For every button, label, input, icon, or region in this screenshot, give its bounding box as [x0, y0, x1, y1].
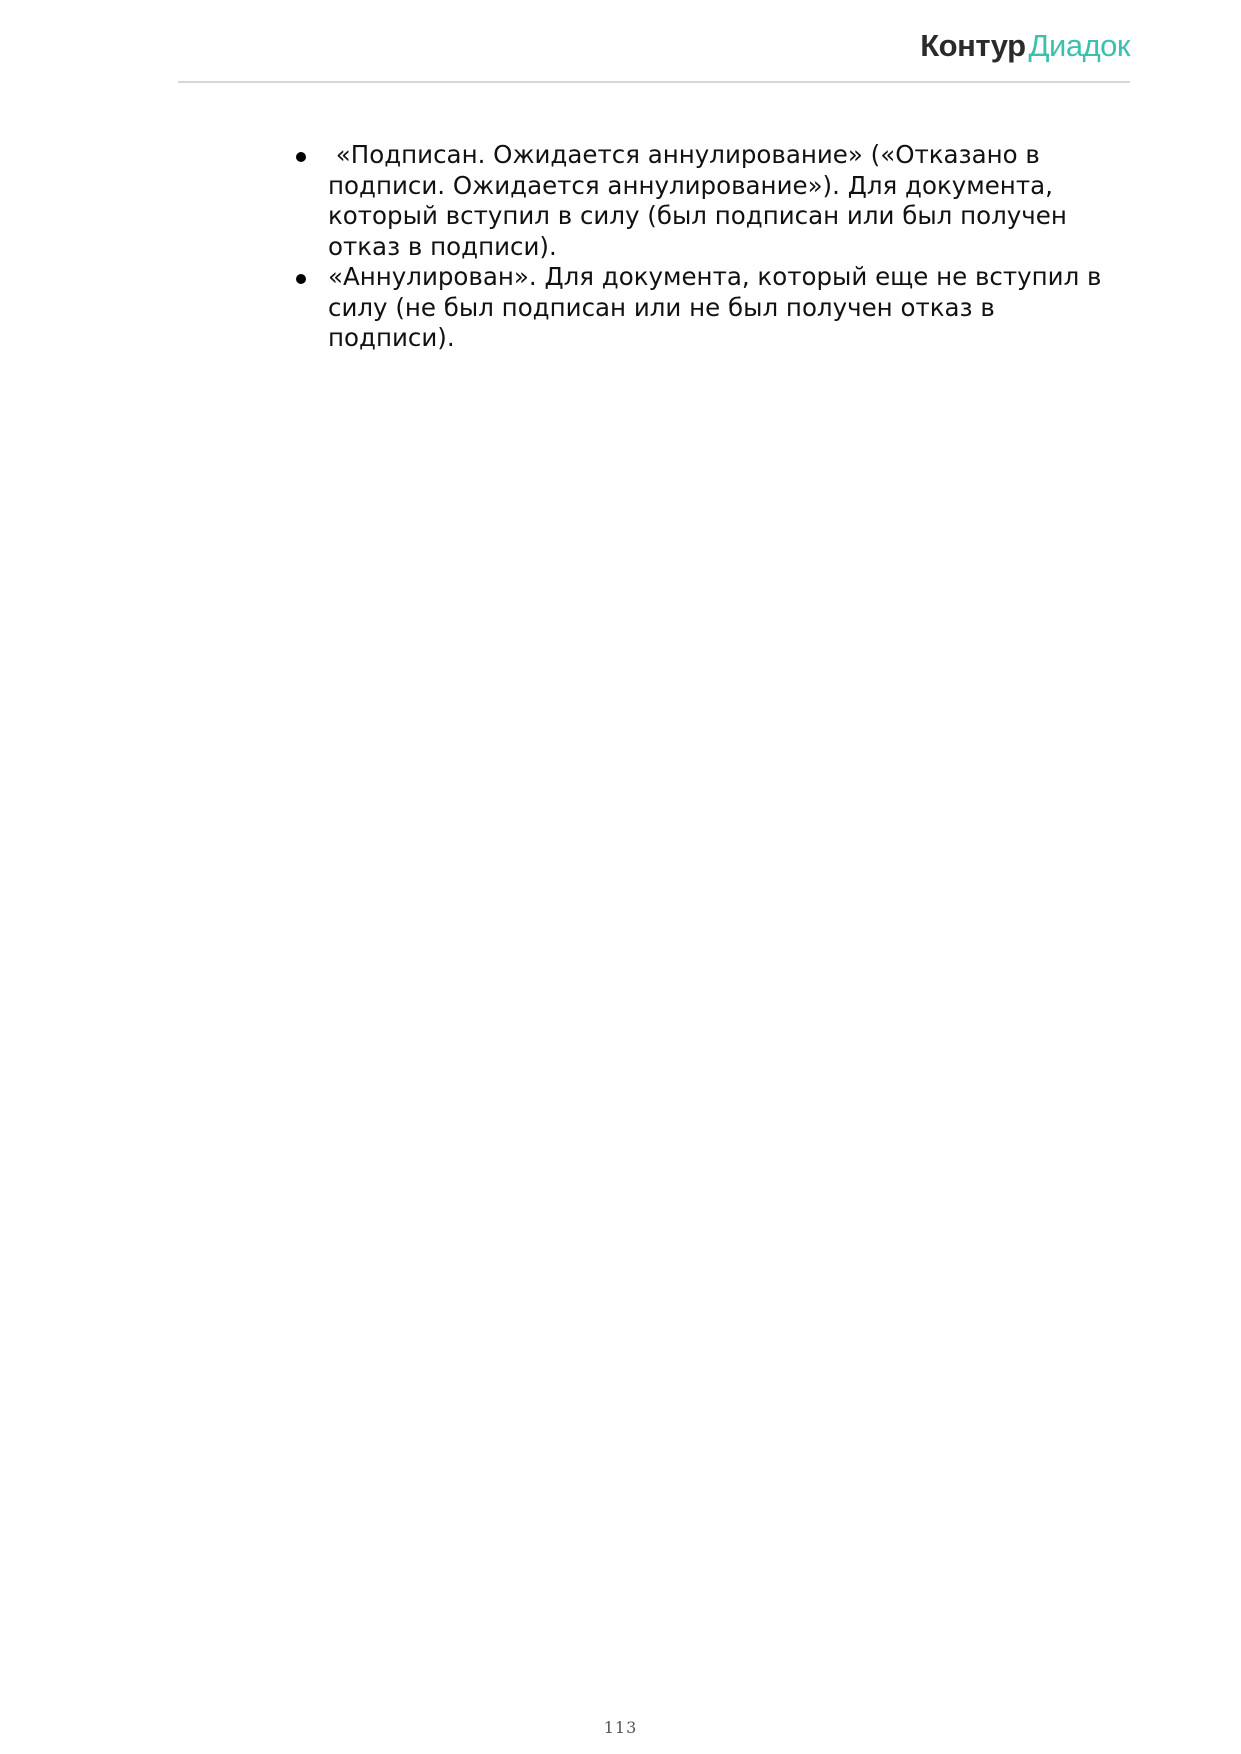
bullet-icon [296, 152, 306, 162]
document-body [296, 140, 1126, 354]
page-header [178, 0, 1130, 83]
list-item [296, 262, 1126, 354]
page-number: 113 [603, 1718, 638, 1737]
logo-diadoc-text: Диадок [1028, 28, 1130, 63]
list-item-text: «Подписан. Ожидается аннулирование» («Отказано в подписи. Ожидается аннулирование»). Для документа, который вступил в силу (был подписан или был получен отказ в подписи). [328, 140, 1075, 261]
logo-kontur-text: Контур [920, 28, 1026, 63]
list-item-text: «Аннулирован». Для документа, который еще не вступил в силу (не был подписан или не был получен отказ в подписи). [328, 262, 1102, 352]
bullet-icon [296, 274, 306, 284]
kontur-diadoc-logo [920, 28, 1130, 64]
status-bullet-list [296, 140, 1126, 354]
list-item [296, 140, 1126, 262]
